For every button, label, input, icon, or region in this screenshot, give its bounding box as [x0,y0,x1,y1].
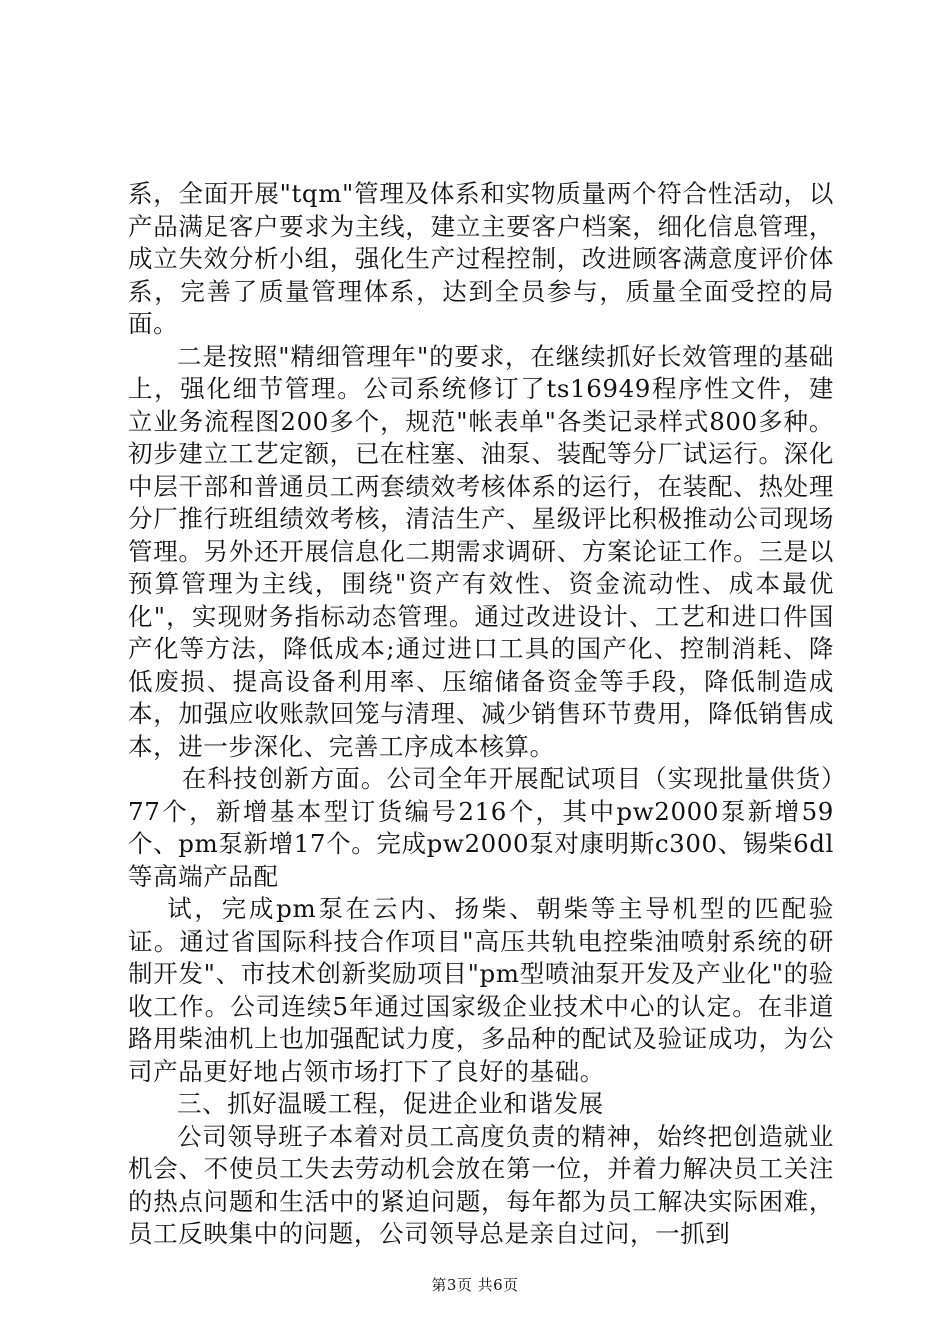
document-body [128,178,834,1251]
paragraph-tech-innovation: 在科技创新方面。公司全年开展配试项目（实现批量供货）77个，新增基本型订货编号216个，其中pw2000泵新增59个、pm泵新增17个。完成pw2000泵对康明斯c300、锡柴6dl等高端产品配 [128,764,834,891]
section-heading-warmth-project: 三、抓好温暖工程，促进企业和谐发展 [177,1089,604,1118]
paragraph-refined-management: 二是按照"精细管理年"的要求，在继续抓好长效管理的基础上，强化细节管理。公司系统修订了ts16949程序性文件，建立业务流程图200多个，规范"帐表单"各类记录样式800多种。初步建立工艺定额，已在柱塞、油泵、装配等分厂试运行。深化中层干部和普通员工两套绩效考核体系的运行，在装配、热处理分厂推行班组绩效考核，清洁生产、星级评比积极推动公司现场管理。另外还开展信息化二期需求调研、方案论证工作。三是以预算管理为主线，围绕"资产有效性、资金流动性、成本最优化"，实现财务指标动态管理。通过改进设计、工艺和进口件国产化等方法，降低成本;通过进口工具的国产化、控制消耗、降低废损、提高设备利用率、压缩储备资金等手段，降低制造成本，加强应收账款回笼与清理、减少销售环节费用，降低销售成本，进一步深化、完善工序成本核算。 [128,341,834,761]
paragraph-employee-care: 公司领导班子本着对员工高度负责的精神，始终把创造就业机会、不使员工失去劳动机会放在第一位，并着力解决员工关注的热点问题和生活中的紧迫问题，每年都为员工解决实际困难，员工反映集中的问题，公司领导总是亲自过问，一抓到 [128,1121,834,1248]
paragraph-matching-verification: 试，完成pm泵在云内、扬柴、朝柴等主导机型的匹配验证。通过省国际科技合作项目"高压共轨电控柴油喷射系统的研制开发"、市技术创新奖励项目"pm型喷油泵开发及产业化"的验收工作。公司连续5年通过国家级企业技术中心的认定。在非道路用柴油机上也加强配试力度，多品种的配试及验证成功，为公司产品更好地占领市场打下了良好的基础。 [128,894,834,1086]
page-number-footer: 第3页 共6页 [431,1276,519,1294]
paragraph-quality-management: 系，全面开展"tqm"管理及体系和实物质量两个符合性活动，以产品满足客户要求为主线，建立主要客户档案，细化信息管理，成立失效分析小组，强化生产过程控制，改进顾客满意度评价体系，完善了质量管理体系，达到全员参与，质量全面受控的局面。 [128,179,834,338]
